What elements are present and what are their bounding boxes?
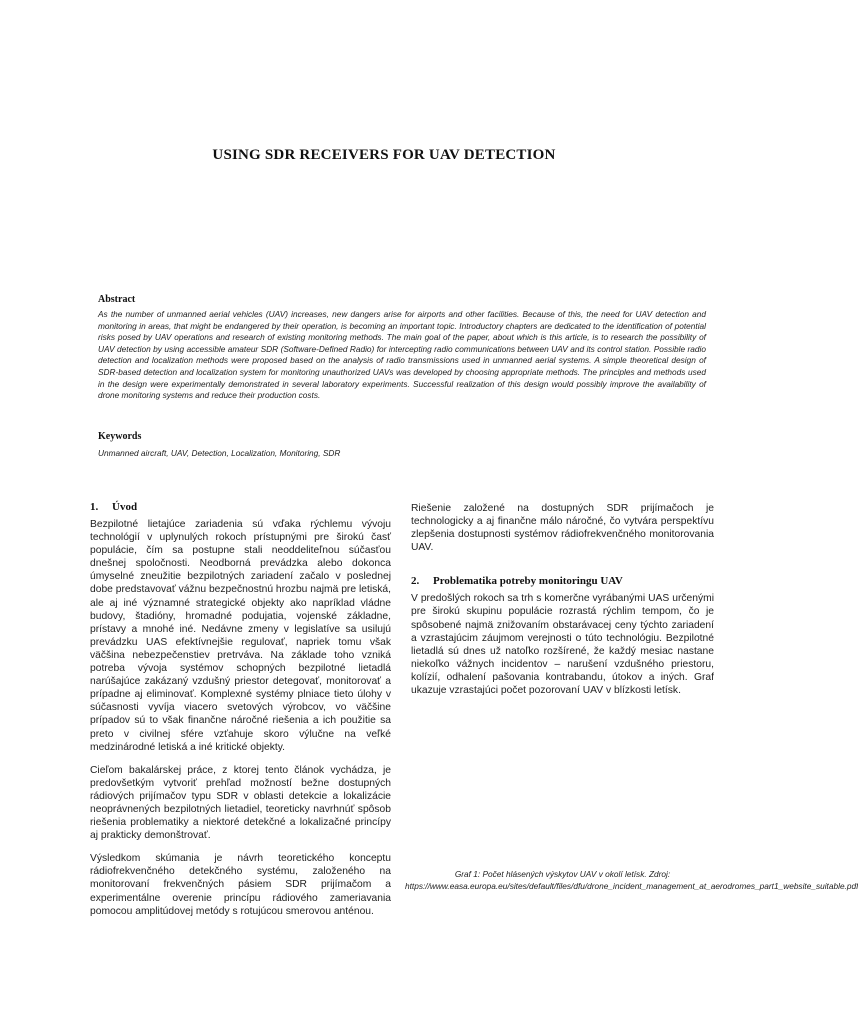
section-1-number: 1. [90,501,99,513]
keywords-text: Unmanned aircraft, UAV, Detection, Localization, Monitoring, SDR [98,448,341,458]
abstract-block [98,294,706,402]
section-1-paragraph-1: Bezpilotné lietajúce zariadenia sú vďaka rýchlemu vývoju technológií v uplynulých rokoch prístupnými pre širokú časť populácie, čím sa postupne stali neoddeliteľnou súčasťou dnešnej spoločnosti. Neodborná prevádzka alebo dokonca úmyselné zneužitie bezpilotných zariadení začalo v poslednej dobe predstavovať vážnu bezpečnostnú hrozbu najmä pre letiská, ale aj iné významné strategické objekty ako napríklad vládne budovy, štadióny, hromadné podujatia, vojenské základne, prístavy a mnohé iné. Nedávne zmeny v legislatíve sa usilujú prevádzku UAS efektívnejšie regulovať, napriek tomu však väčšina nebezpečenstiev pretrváva. Na základe toho vzniká potreba vývoja systémov schopných bezpilotné lietadlá narúšajúce zakázaný vzdušný priestor detegovať, monitorovať a prípadne aj eliminovať. Komplexné systémy plniace tieto úlohy v súčasnosti vyvíja viacero svetových výrobcov, vo väčšine prípadov sú to však finančne náročné riešenia a ich použitie sa preto v civilnej sfére vzťahuje skoro výlučne na veľké medzinárodné letiská a iné kritické objekty. [90,519,391,753]
section-1-paragraph-2: Cieľom bakalárskej práce, z ktorej tento článok vychádza, je predovšetkým vytvoriť prehľad možností bežne dostupných rádiových prijímačov typu SDR v oblasti detekcie a lokalizácie neoprávnených bezpilotných lietadiel, teoreticky navrhnúť spôsob riešenia problematiky a niektoré detekčné a lokalizačné princípy aj prakticky demonštrovať. [90,764,391,842]
left-column [90,500,391,918]
section-1-heading [90,500,391,514]
abstract-heading: Abstract [98,294,136,305]
section-2-heading [411,574,714,588]
figure-caption: Graf 1: Počet hlásených výskytov UAV v okolí letísk. Zdroj: https://www.easa.europa.eu/sites/default/files/dfu/drone_incident_management_at_aerodromes_part1_website_suitable.pdf [405,869,858,891]
right-column [411,502,714,697]
section-2-paragraph-1: V predošlých rokoch sa trh s komerčne vyrábanými UAS určenými pre širokú skupinu populácie rozrastá rýchlim tempom, čo je spôsobené najmä znižovaním obstarávacej ceny týchto zariadení a vzrastajúcim záujmom verejnosti o túto technológiu. Bezpilotné lietadlá sú dnes už natoľko rozšírené, že každý mesiac nastane niekoľko vážnych incidentov – narušení vzdušného priestoru, kolízií, odhalení pašovania kontrabandu, útokov a iných. Graf ukazuje vzrastajúci počet pozorovaní UAV v blízkosti letísk. [411,593,714,697]
section-1-title: Úvod [112,501,138,513]
keywords-heading: Keywords [98,431,142,442]
section-1-paragraph-4: Riešenie založené na dostupných SDR prijímačoch je technologicky a aj finančne málo náročné, čo vytvára perspektívu zlepšenia dostupnosti systémov rádiofrekvenčného monitorovania UAV. [411,503,714,554]
keywords-block [98,431,706,459]
section-2-title: Problematika potreby monitoringu UAV [433,575,623,588]
section-2-number: 2. [411,575,420,588]
section-1-paragraph-3: Výsledkom skúmania je návrh teoretického konceptu rádiofrekvenčného detekčného systému, založeného na monitorovaní frekvenčných pásiem SDR prijímačom a experimentálne overenie princípu rádiového zameriavania pomocou amplitúdovej metódy s rotujúcou smerovou anténou. [90,853,391,917]
paper-title: USING SDR RECEIVERS FOR UAV DETECTION [212,147,556,163]
abstract-text: As the number of unmanned aerial vehicles (UAV) increases, new dangers arise for airports and other facilities. Because of this, the need for UAV detection and monitoring in areas, that might be endangered by their operation, is becoming an important topic. Introductory chapters are dedicated to the identification of potential risks posed by UAV operations and research of existing monitoring methods. The main goal of the paper, about which is this article, is to research the possibility of UAV detection by using accessible amateur SDR (Software-Defined Radio) for intercepting radio communications between UAV and its control station. Possible radio detection and localization methods were proposed based on the analysis of radio transmissions used in unmanned aerial systems. A simple theoretical design of SDR-based detection and localization system for monitoring unauthorized UAVs was developed by choosing appropriate methods. The principles and methods used in the design were experimentally demonstrated in several laboratory experiments. Successful realization of this design would possibly improve the availability of drone monitoring systems and reduce their production costs. [98,309,706,401]
